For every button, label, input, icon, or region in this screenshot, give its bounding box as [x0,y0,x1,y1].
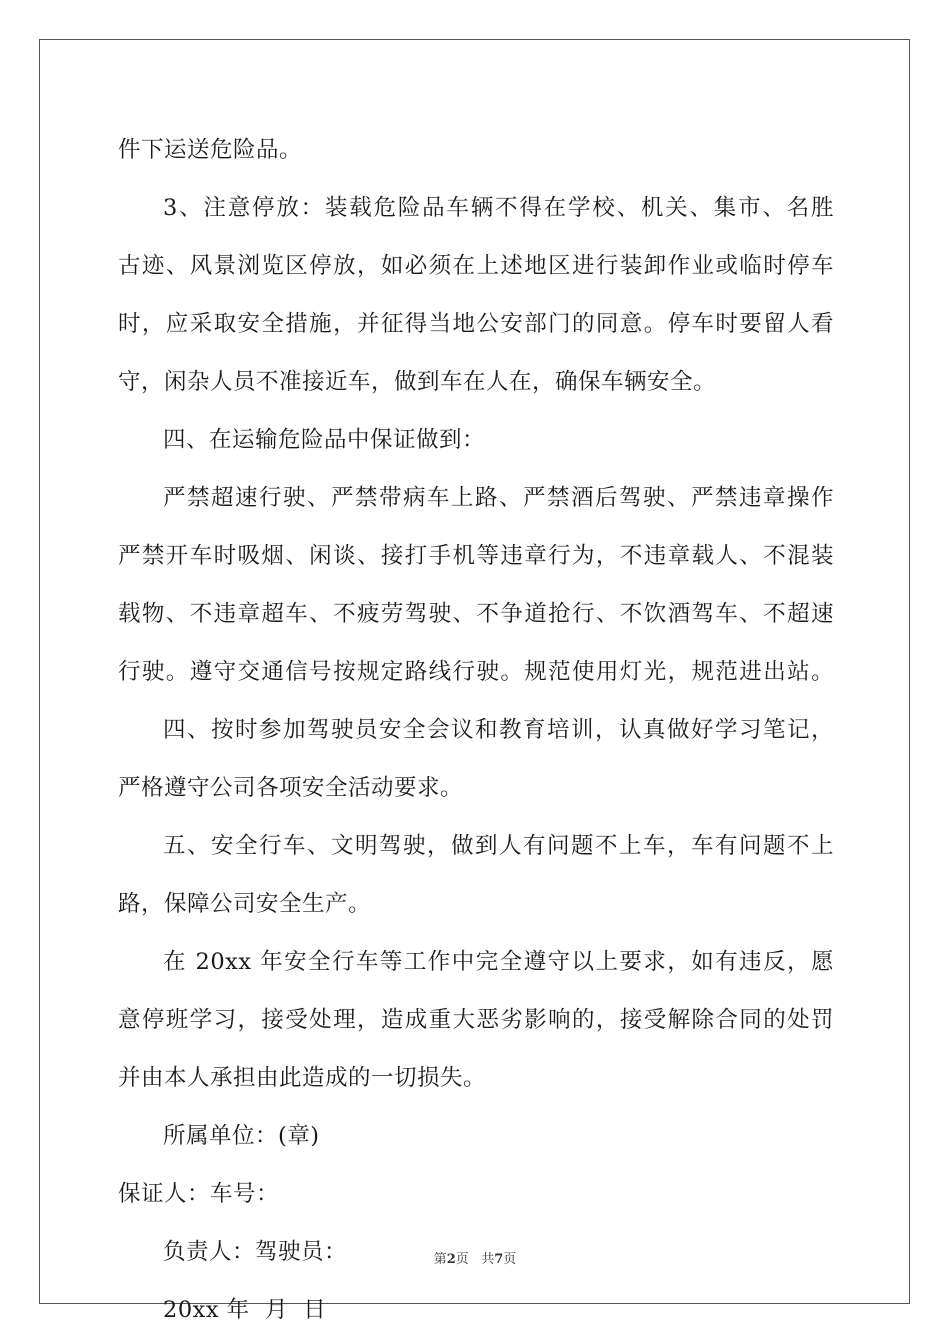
text-line: 严格遵守公司各项安全活动要求。 [118,775,464,801]
total-suffix: 页 [503,1252,517,1267]
page-footer [0,1248,950,1267]
text-line: 古迹、风景浏览区停放，如必须在上述地区进行装卸作业或临时停车 [118,253,834,279]
total-pages: 7 [494,1252,504,1267]
unit-line: 所属单位：(章) [163,1123,320,1149]
text-line: 3、注意停放：装载危险品车辆不得在学校、机关、集市、名胜 [163,195,834,221]
document-body [118,121,834,1339]
text-line: 四、在运输危险品中保证做到： [163,427,486,453]
text-line: 四、按时参加驾驶员安全会议和教育培训，认真做好学习笔记， [163,717,834,743]
text-line: 严禁超速行驶、严禁带病车上路、严禁酒后驾驶、严禁违章操作 [163,485,834,511]
guarantor-line: 保证人：车号： [118,1181,280,1207]
text-line: 意停班学习，接受处理，造成重大恶劣影响的，接受解除合同的处罚 [118,1007,834,1033]
text-line: 时，应采取安全措施，并征得当地公安部门的同意。停车时要留人看 [118,311,834,337]
text-line: 载物、不违章超车、不疲劳驾驶、不争道抢行、不饮酒驾车、不超速 [118,601,834,627]
text-line: 五、安全行车、文明驾驶，做到人有问题不上车，车有问题不上 [163,833,834,859]
text-line: 守，闲杂人员不准接近车，做到车在人在，确保车辆安全。 [118,369,717,395]
page-prefix: 第 [433,1252,447,1267]
text-line: 并由本人承担由此造成的一切损失。 [118,1065,487,1091]
text-line: 行驶。遵守交通信号按规定路线行驶。规范使用灯光，规范进出站。 [118,659,834,685]
page-number: 2 [446,1252,456,1267]
text-line: 严禁开车时吸烟、闲谈、接打手机等违章行为，不违章载人、不混装 [118,543,834,569]
date-line: 20xx 年 月 日 [163,1297,327,1323]
responsible-line: 负责人：驾驶员： [163,1239,348,1265]
text-line: 路，保障公司安全生产。 [118,891,372,917]
text-line: 在 20xx 年安全行车等工作中完全遵守以上要求，如有违反，愿 [163,949,834,975]
text-line: 件下运送危险品。 [118,137,303,163]
total-prefix: 共 [481,1252,495,1267]
page-suffix: 页 [455,1252,469,1267]
